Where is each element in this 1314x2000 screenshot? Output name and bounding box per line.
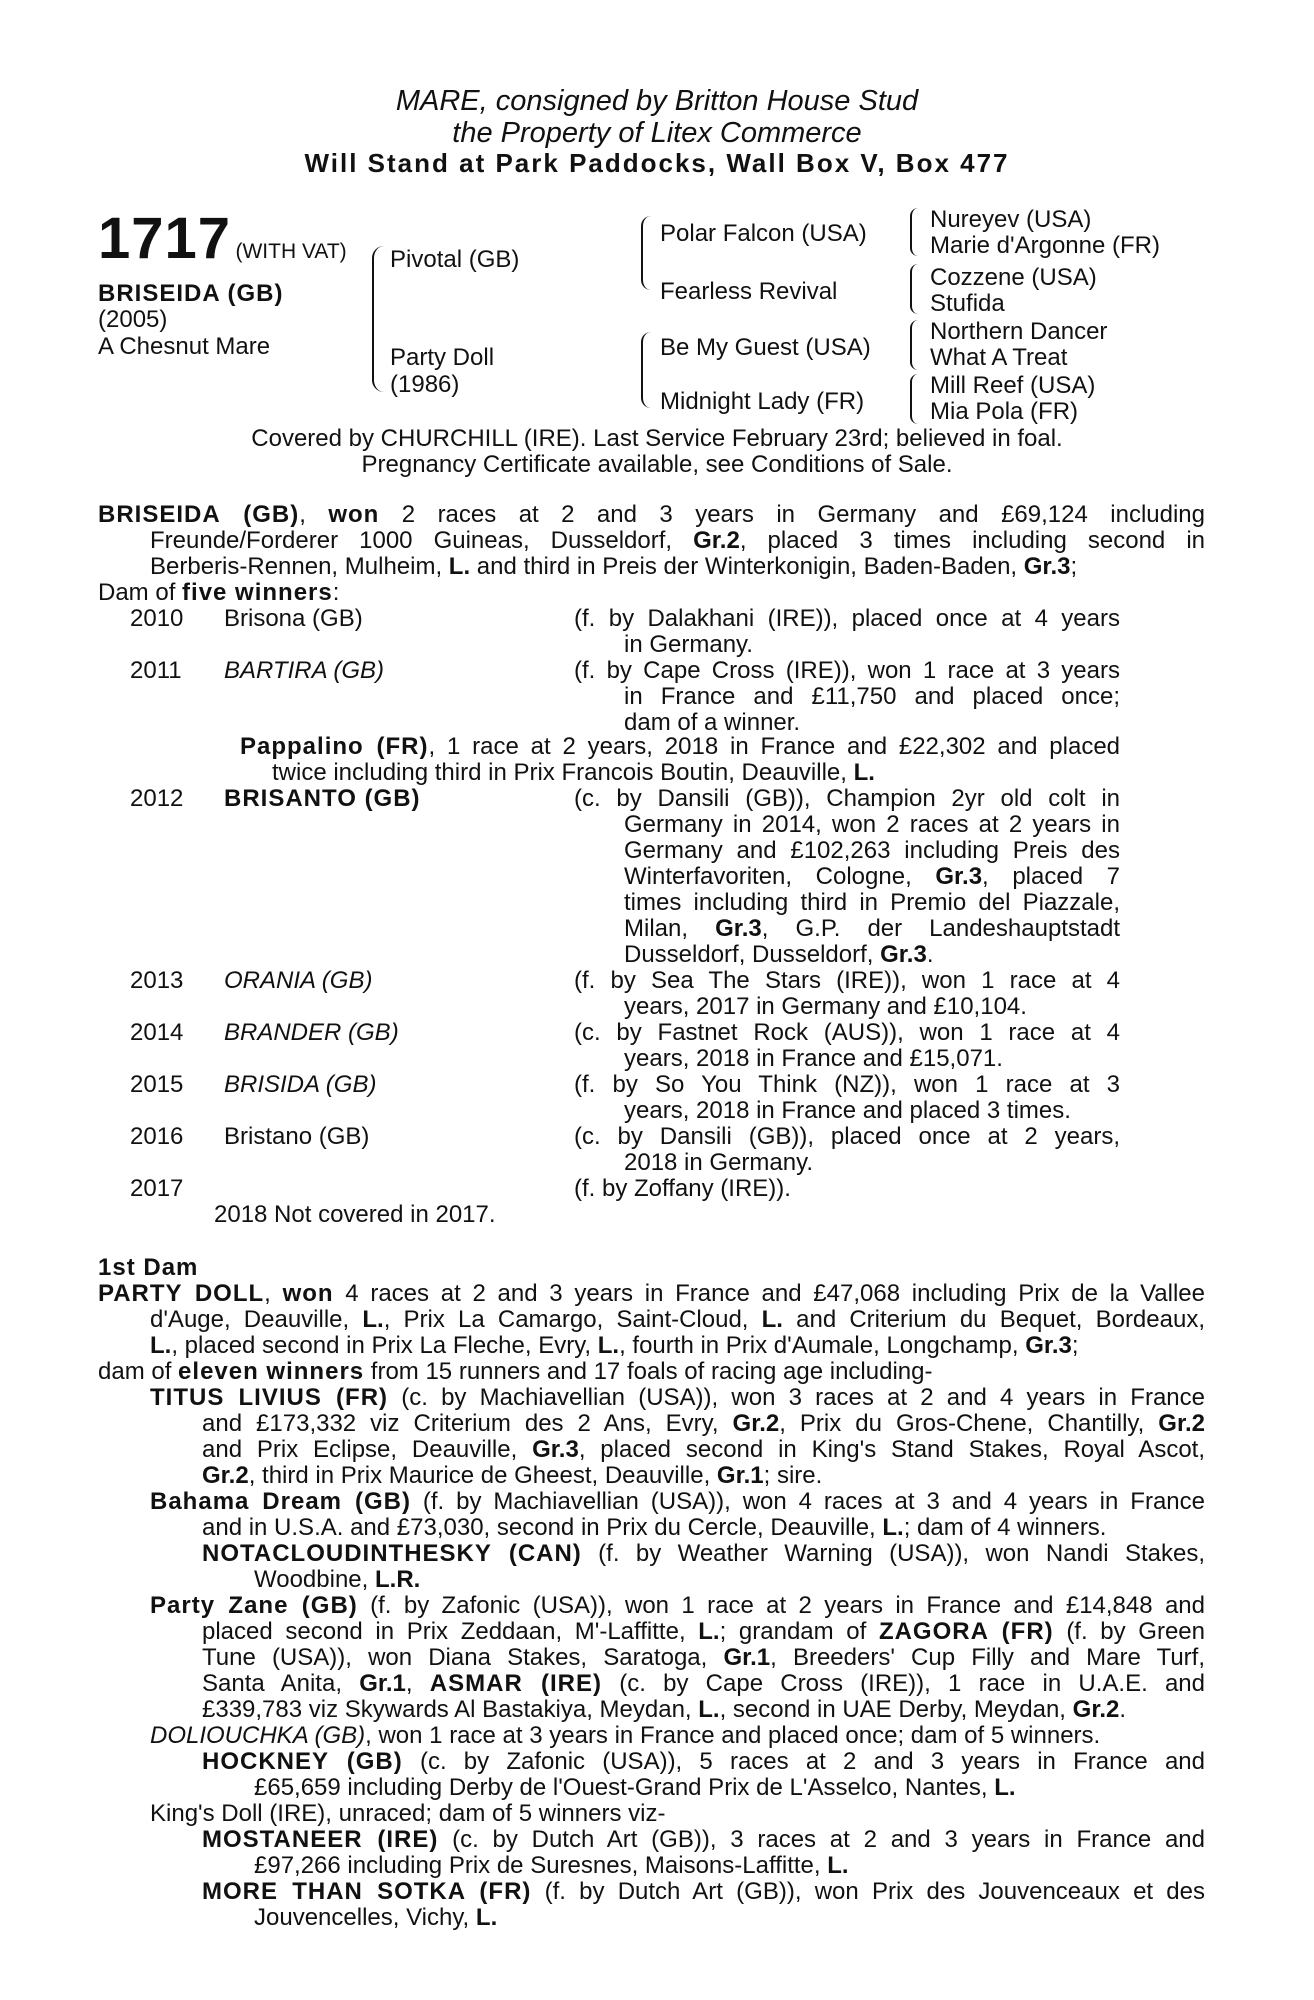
titus-line-2: and £173,332 viz Criterium des 2 Ans, Evry, Gr.2, Prix du Gros-Chene, Chantilly, Gr.2 bbox=[202, 1410, 1205, 1437]
produce-year: 2014 bbox=[130, 1019, 184, 1046]
lot-number: 1717 bbox=[98, 206, 232, 271]
dam-sire-dam: What A Treat bbox=[930, 344, 1068, 371]
party-doll-line-1: PARTY DOLL, won 4 races at 2 and 3 years in France and £47,068 including Prix de la Vallee bbox=[98, 1280, 1206, 1307]
produce-detail: years, 2017 in Germany and £10,104. bbox=[624, 993, 1027, 1020]
zane-line-3: Tune (USA)), won Diana Stakes, Saratoga, Gr.1, Breeders' Cup Filly and Mare Turf, bbox=[202, 1644, 1205, 1671]
dam-dam-dam: Mia Pola (FR) bbox=[930, 398, 1079, 425]
dam-sire-sire: Northern Dancer bbox=[930, 318, 1108, 345]
party-doll-line-3: L., placed second in Prix La Fleche, Evry, L., fourth in Prix d'Aumale, Longchamp, Gr.3; bbox=[150, 1332, 1079, 1359]
property-line: the Property of Litex Commerce bbox=[452, 117, 862, 149]
produce-detail: 2018 in Germany. bbox=[624, 1149, 813, 1176]
covered-note: Covered by CHURCHILL (IRE). Last Service February 23rd; believed in foal. bbox=[251, 425, 1063, 452]
pedigree-brace bbox=[641, 332, 655, 408]
zane-line-4: Santa Anita, Gr.1, ASMAR (IRE) (c. by Cape Cross (IRE)), 1 race in U.A.E. and bbox=[202, 1670, 1206, 1697]
produce-detail: (c. by Dansili (GB)), Champion 2yr old colt in bbox=[574, 785, 1120, 812]
horse-name: BRISEIDA (GB) bbox=[98, 280, 284, 307]
party-doll-line-2: d'Auge, Deauville, L., Prix La Camargo, Saint-Cloud, L. and Criterium du Bequet, Bordeaux, bbox=[150, 1306, 1205, 1333]
zane-line-2: placed second in Prix Zeddaan, M'-Laffitte, L.; grandam of ZAGORA (FR) (f. by Green bbox=[202, 1618, 1205, 1645]
hockney-line-1: HOCKNEY (GB) (c. by Zafonic (USA)), 5 races at 2 and 3 years in France and bbox=[202, 1748, 1206, 1775]
pregnancy-note: Pregnancy Certificate available, see Conditions of Sale. bbox=[361, 451, 953, 478]
produce-year: 2016 bbox=[130, 1123, 184, 1150]
titus-line-4: Gr.2, third in Prix Maurice de Gheest, Deauville, Gr.1; sire. bbox=[202, 1462, 823, 1489]
produce-name: Brisona (GB) bbox=[224, 605, 363, 632]
produce-detail: years, 2018 in France and £15,071. bbox=[624, 1045, 1003, 1072]
produce-detail: times including third in Premio del Piazzale, bbox=[624, 889, 1120, 916]
horse-name-bold: BRISEIDA (GB) bbox=[98, 501, 300, 528]
produce-name: BRANDER (GB) bbox=[224, 1019, 399, 1046]
produce-detail: Germany in 2014, won 2 races at 2 years in bbox=[624, 811, 1120, 838]
pappalino-line-1: Pappalino (FR), 1 race at 2 years, 2018 in France and £22,302 and placed bbox=[240, 733, 1121, 760]
pedigree-brace bbox=[910, 374, 922, 424]
produce-detail: Winterfavoriten, Cologne, Gr.3, placed 7 bbox=[624, 863, 1120, 890]
not-covered-note: 2018 Not covered in 2017. bbox=[214, 1201, 496, 1228]
pedigree-brace bbox=[372, 246, 388, 392]
produce-detail: Milan, Gr.3, G.P. der Landeshauptstadt bbox=[624, 915, 1120, 942]
produce-detail: dam of a winner. bbox=[624, 709, 801, 736]
dam-sire: Be My Guest (USA) bbox=[660, 334, 871, 361]
titus-line-3: and Prix Eclipse, Deauville, Gr.3, placed second in King's Stand Stakes, Royal Ascot, bbox=[202, 1436, 1205, 1463]
first-dam-heading: 1st Dam bbox=[98, 1254, 199, 1281]
produce-year: 2015 bbox=[130, 1071, 184, 1098]
doli-line-1: DOLIOUCHKA (GB), won 1 race at 3 years in France and placed once; dam of 5 winners. bbox=[150, 1722, 1101, 1749]
sotka-line-1: MORE THAN SOTKA (FR) (f. by Dutch Art (GB)), won Prix des Jouvenceaux et des bbox=[202, 1878, 1205, 1905]
produce-detail: (f. by Cape Cross (IRE)), won 1 race at 3 years bbox=[574, 657, 1120, 684]
pappalino-line-2: twice including third in Prix Francois Boutin, Deauville, L. bbox=[272, 759, 875, 786]
titus-line-1: TITUS LIVIUS (FR) (c. by Machiavellian (USA)), won 3 races at 2 and 4 years in France bbox=[150, 1384, 1205, 1411]
dam-dam: Midnight Lady (FR) bbox=[660, 388, 865, 415]
horse-description: A Chesnut Mare bbox=[98, 333, 271, 360]
produce-detail: (c. by Fastnet Rock (AUS)), won 1 race at 4 bbox=[574, 1019, 1120, 1046]
produce-detail: (f. by Dalakhani (IRE)), placed once at 4 years bbox=[574, 605, 1120, 632]
horse-year: (2005) bbox=[98, 306, 168, 333]
pedigree-brace bbox=[910, 208, 922, 256]
sotka-line-2: Jouvencelles, Vichy, L. bbox=[254, 1904, 498, 1931]
produce-detail: (f. by Zoffany (IRE)). bbox=[574, 1175, 791, 1202]
produce-detail: (c. by Dansili (GB)), placed once at 2 years, bbox=[574, 1123, 1120, 1150]
sire-dam-dam: Stufida bbox=[930, 290, 1005, 317]
hockney-line-2: £65,659 including Derby de l'Ouest-Grand Prix de L'Asselco, Nantes, L. bbox=[254, 1774, 1016, 1801]
produce-detail: in Germany. bbox=[624, 631, 753, 658]
sire-dam: Fearless Revival bbox=[660, 278, 838, 305]
pedigree-brace bbox=[641, 216, 655, 290]
zane-line-1: Party Zane (GB) (f. by Zafonic (USA)), won 1 race at 2 years in France and £14,848 and bbox=[150, 1592, 1206, 1619]
dam-name: Party Doll bbox=[390, 344, 495, 371]
dam-of-line: Dam of five winners: bbox=[98, 579, 340, 606]
pedigree-brace bbox=[910, 264, 922, 314]
produce-year: 2011 bbox=[130, 657, 182, 684]
bahama-line-2: and in U.S.A. and £73,030, second in Prix du Cercle, Deauville, L.; dam of 4 winners. bbox=[202, 1514, 1107, 1541]
briseida-line-2: Freunde/Forderer 1000 Guineas, Dusseldorf, Gr.2, placed 3 times including second in bbox=[150, 527, 1206, 554]
produce-detail: (f. by So You Think (NZ)), won 1 race at 3 bbox=[574, 1071, 1120, 1098]
produce-name: BRISIDA (GB) bbox=[224, 1071, 377, 1098]
sire-dam-sire: Cozzene (USA) bbox=[930, 264, 1097, 291]
sire-name: Pivotal (GB) bbox=[390, 246, 520, 273]
location-line: Will Stand at Park Paddocks, Wall Box V, Box 477 bbox=[304, 148, 1010, 178]
kings-doll-line: King's Doll (IRE), unraced; dam of 5 winners viz- bbox=[150, 1800, 666, 1827]
vat-note: (WITH VAT) bbox=[235, 240, 347, 263]
dam-year: (1986) bbox=[390, 371, 460, 398]
produce-year: 2010 bbox=[130, 605, 184, 632]
sire-sire: Polar Falcon (USA) bbox=[660, 220, 867, 247]
pedigree-brace bbox=[910, 320, 922, 370]
nota-line-1: NOTACLOUDINTHESKY (CAN) (f. by Weather Warning (USA)), won Nandi Stakes, bbox=[202, 1540, 1205, 1567]
produce-name: ORANIA (GB) bbox=[224, 967, 373, 994]
produce-year: 2013 bbox=[130, 967, 184, 994]
race-summary: 2 races at 2 and 3 years in Germany and £69,124 including bbox=[401, 501, 1205, 528]
sire-sire-dam: Marie d'Argonne (FR) bbox=[930, 232, 1160, 259]
sire-sire-sire: Nureyev (USA) bbox=[930, 206, 1092, 233]
lot-number-block bbox=[98, 205, 347, 272]
mostaneer-line-1: MOSTANEER (IRE) (c. by Dutch Art (GB)), 3 races at 2 and 3 years in France and bbox=[202, 1826, 1205, 1853]
bahama-line-1: Bahama Dream (GB) (f. by Machiavellian (USA)), won 4 races at 3 and 4 years in France bbox=[150, 1488, 1205, 1515]
zane-line-5: £339,783 viz Skywards Al Bastakiya, Meydan, L., second in UAE Derby, Meydan, Gr.2. bbox=[202, 1696, 1127, 1723]
produce-year: 2017 bbox=[130, 1175, 184, 1202]
produce-detail: Germany and £102,263 including Preis des bbox=[624, 837, 1120, 864]
produce-detail: years, 2018 in France and placed 3 times. bbox=[624, 1097, 1071, 1124]
produce-detail: (f. by Sea The Stars (IRE)), won 1 race at 4 bbox=[574, 967, 1120, 994]
won-label: won bbox=[328, 501, 380, 528]
produce-name: BARTIRA (GB) bbox=[224, 657, 385, 684]
produce-detail: in France and £11,750 and placed once; bbox=[624, 683, 1120, 710]
produce-name: Bristano (GB) bbox=[224, 1123, 370, 1150]
party-doll-line-4: dam of eleven winners from 15 runners and 17 foals of racing age including- bbox=[98, 1358, 933, 1385]
produce-year: 2012 bbox=[130, 785, 184, 812]
produce-detail: Dusseldorf, Dusseldorf, Gr.3. bbox=[624, 941, 934, 968]
dam-dam-sire: Mill Reef (USA) bbox=[930, 372, 1096, 399]
briseida-line-1: BRISEIDA (GB), won 2 races at 2 and 3 years in Germany and £69,124 including bbox=[98, 501, 1205, 528]
briseida-line-3: Berberis-Rennen, Mulheim, L. and third in Preis der Winterkonigin, Baden-Baden, Gr.3; bbox=[150, 553, 1078, 580]
consignor-line: MARE, consigned by Britton House Stud bbox=[395, 85, 919, 117]
mostaneer-line-2: £97,266 including Prix de Suresnes, Maisons-Laffitte, L. bbox=[254, 1852, 849, 1879]
produce-name: BRISANTO (GB) bbox=[224, 785, 421, 812]
nota-line-2: Woodbine, L.R. bbox=[254, 1566, 421, 1593]
